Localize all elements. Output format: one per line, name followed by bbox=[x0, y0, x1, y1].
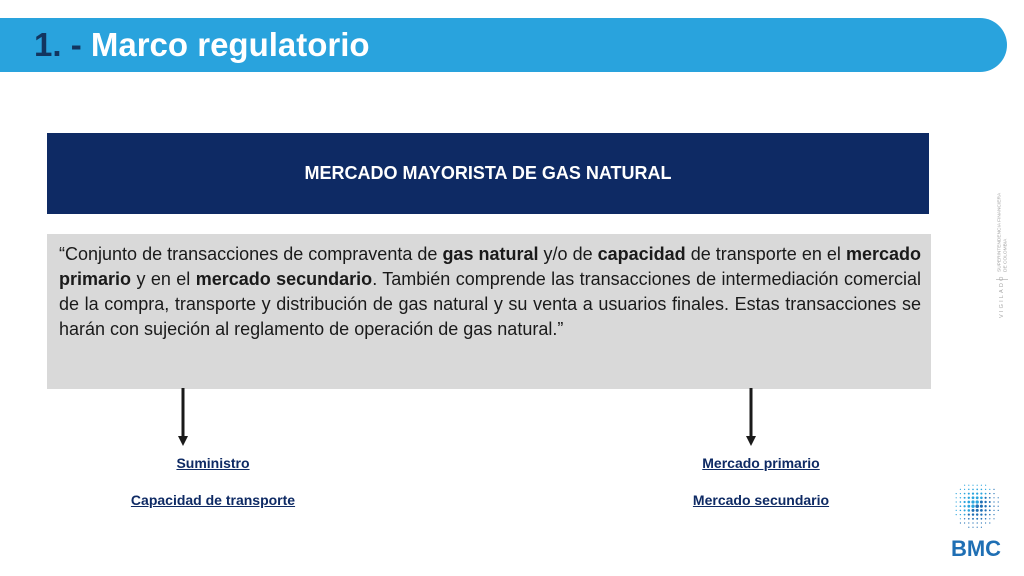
logo-dot bbox=[960, 489, 961, 490]
logo-dot bbox=[964, 522, 965, 523]
logo-dot bbox=[989, 510, 991, 512]
definition-text bbox=[59, 242, 921, 342]
logo-dot bbox=[956, 514, 957, 515]
logo-dot bbox=[989, 518, 990, 519]
logo-dot bbox=[960, 510, 962, 512]
logo-dot bbox=[964, 493, 966, 495]
watermark-entity-line2: DE COLOMBIA bbox=[1003, 238, 1009, 272]
definition-text-run: “Conjunto de transacciones de compraventa de bbox=[59, 244, 443, 264]
logo-dot bbox=[972, 489, 974, 491]
logo-dot bbox=[984, 509, 986, 511]
link-mercado-secundario[interactable]: Mercado secundario bbox=[692, 492, 830, 508]
definition-text-run: de transporte en el bbox=[685, 244, 846, 264]
logo-dot bbox=[981, 485, 982, 486]
bmc-logo bbox=[944, 478, 1008, 560]
definition-box bbox=[47, 234, 931, 389]
logo-dot bbox=[956, 493, 957, 494]
logo-dot bbox=[960, 501, 962, 503]
logo-dot bbox=[989, 497, 991, 499]
link-mercado-primario[interactable]: Mercado primario bbox=[702, 455, 820, 471]
logo-dot bbox=[972, 496, 975, 499]
slide-title-text: Marco regulatorio bbox=[90, 26, 370, 63]
logo-dot bbox=[976, 492, 978, 494]
logo-dot bbox=[972, 513, 974, 515]
logo-dot bbox=[972, 485, 973, 486]
definition-bold-term: mercado secundario bbox=[195, 269, 373, 289]
slide-title bbox=[34, 22, 370, 68]
logo-dot bbox=[976, 518, 978, 520]
logo-dot bbox=[984, 505, 986, 507]
watermark-vigilado-text: VIGILADO bbox=[999, 274, 1005, 318]
logo-dot bbox=[956, 497, 957, 498]
logo-dot bbox=[971, 505, 974, 508]
logo-dot bbox=[960, 493, 961, 494]
logo-dot bbox=[989, 514, 991, 516]
logo-dot bbox=[975, 504, 979, 508]
logo-dot bbox=[977, 527, 978, 528]
logo-dot bbox=[981, 527, 982, 528]
logo-dot bbox=[980, 497, 983, 500]
logo-dot bbox=[968, 485, 969, 486]
definition-bold-term: capacidad bbox=[597, 244, 686, 264]
logo-dot bbox=[964, 497, 966, 499]
logo-dot bbox=[960, 518, 961, 519]
logo-dot bbox=[976, 513, 978, 515]
definition-text-run: . También comprende las transacciones de intermediación comercial de la compra, transporte y distribución de gas natural y su venta a usuarios finales. Estas transacciones se harán con sujeción al reglamento de operación de gas natural.” bbox=[59, 269, 921, 339]
market-header-label: MERCADO MAYORISTA DE GAS NATURAL bbox=[304, 163, 672, 183]
logo-dot bbox=[972, 527, 973, 528]
definition-bold-term: gas natural bbox=[442, 244, 539, 264]
logo-dot bbox=[976, 500, 979, 503]
logo-dot bbox=[989, 522, 990, 523]
logo-dot bbox=[956, 510, 957, 511]
logo-dot bbox=[968, 493, 970, 495]
logo-dot bbox=[963, 505, 965, 507]
logo-dot bbox=[977, 485, 978, 486]
logo-dot bbox=[964, 489, 965, 490]
watermark-entity-line1: SUPERINTENDENCIA FINANCIERA bbox=[997, 192, 1003, 272]
logo-dot bbox=[989, 501, 991, 503]
logo-dot bbox=[989, 505, 991, 507]
logo-dot bbox=[981, 489, 983, 491]
logo-dot bbox=[963, 501, 965, 503]
logo-dot bbox=[972, 518, 974, 520]
logo-dot bbox=[981, 518, 983, 520]
logo-dot bbox=[967, 505, 970, 508]
logo-dot bbox=[985, 522, 986, 523]
logo-dot bbox=[985, 518, 987, 520]
logo-dot bbox=[998, 506, 999, 507]
definition-bold-term: mercado primario bbox=[59, 244, 921, 289]
logo-dot bbox=[985, 493, 987, 495]
market-header-box bbox=[47, 133, 929, 214]
logo-dot bbox=[993, 510, 994, 511]
logo-dot bbox=[956, 506, 957, 507]
logo-dot bbox=[989, 493, 990, 494]
vigilado-watermark bbox=[994, 180, 1010, 320]
logo-dot bbox=[985, 514, 987, 516]
logo-dot bbox=[972, 522, 973, 523]
logo-dot bbox=[960, 514, 961, 515]
logo-dot bbox=[993, 501, 994, 502]
logo-dot bbox=[980, 501, 983, 504]
logo-dot bbox=[980, 509, 983, 512]
logo-dot bbox=[980, 513, 982, 515]
left-arrow-icon bbox=[178, 388, 188, 446]
logo-dot bbox=[998, 497, 999, 498]
logo-dot bbox=[993, 489, 994, 490]
logo-dot bbox=[968, 489, 969, 490]
logo-dot bbox=[968, 527, 969, 528]
logo-dot bbox=[993, 497, 994, 498]
link-suministro[interactable]: Suministro bbox=[176, 455, 250, 471]
logo-dot bbox=[980, 493, 982, 495]
logo-dot bbox=[985, 497, 987, 499]
logo-dot bbox=[998, 501, 999, 502]
slide-title-number: 1. - bbox=[34, 26, 82, 63]
logo-dot bbox=[968, 497, 970, 499]
logo-dot bbox=[956, 501, 957, 502]
logo-dot bbox=[967, 501, 970, 504]
logo-dot bbox=[993, 506, 994, 507]
logo-dot bbox=[964, 514, 966, 516]
logo-dot bbox=[968, 522, 969, 523]
bmc-globe-icon bbox=[956, 485, 999, 528]
logo-dot bbox=[981, 522, 982, 523]
definition-text-run: y/o de bbox=[538, 244, 598, 264]
logo-dot bbox=[968, 518, 970, 520]
bmc-logo-text: BMC bbox=[950, 536, 1002, 560]
logo-dot bbox=[985, 485, 986, 486]
logo-dot bbox=[980, 505, 983, 508]
logo-dot bbox=[972, 509, 975, 512]
logo-dot bbox=[976, 509, 979, 512]
logo-dot bbox=[964, 518, 965, 519]
logo-dot bbox=[964, 485, 965, 486]
logo-dot bbox=[985, 489, 986, 490]
logo-dot bbox=[968, 514, 970, 516]
logo-dot bbox=[998, 510, 999, 511]
logo-dot bbox=[960, 505, 962, 507]
right-arrow-icon bbox=[746, 388, 756, 446]
logo-dot bbox=[993, 493, 994, 494]
link-capacidad-de-transporte[interactable]: Capacidad de transporte bbox=[130, 492, 296, 508]
logo-dot bbox=[960, 497, 961, 498]
logo-dot bbox=[976, 496, 979, 499]
logo-dot bbox=[993, 518, 994, 519]
logo-dot bbox=[960, 522, 961, 523]
logo-dot bbox=[976, 489, 978, 491]
logo-dot bbox=[989, 489, 990, 490]
logo-dot bbox=[977, 522, 978, 523]
definition-text-run: y en el bbox=[131, 269, 196, 289]
logo-dot bbox=[972, 492, 974, 494]
logo-dot bbox=[968, 509, 971, 512]
logo-dot bbox=[971, 500, 974, 503]
logo-dot bbox=[984, 501, 986, 503]
logo-dot bbox=[964, 509, 966, 511]
logo-dot bbox=[993, 514, 994, 515]
